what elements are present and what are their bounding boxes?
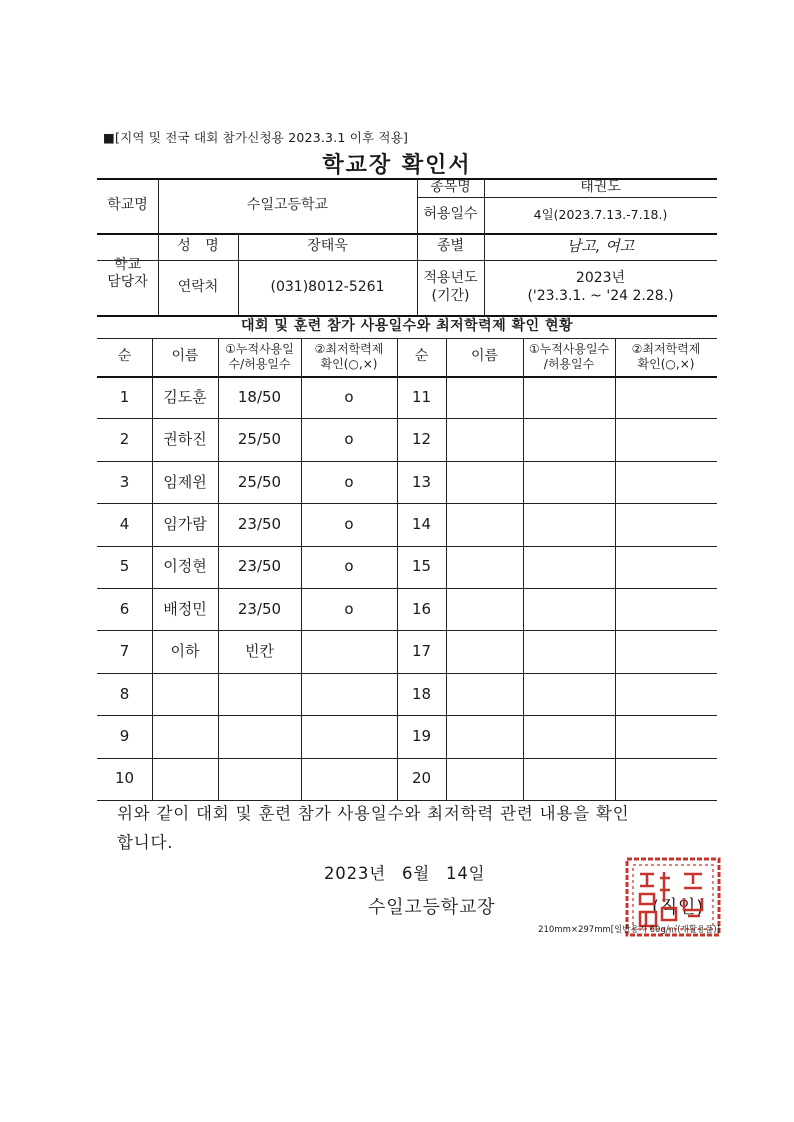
table-cell-check: o: [344, 515, 354, 533]
table-cell-check2: [615, 376, 717, 418]
col-name-right: 이름: [470, 348, 499, 365]
year-value-line2: ('23.3.1. ~ '24 2.28.): [527, 287, 674, 304]
col-days-right-line1: ①누적사용일수: [528, 342, 610, 356]
table-cell-name2: [446, 673, 523, 715]
table-cell-no2: 17: [411, 642, 432, 661]
event-value: 태권도: [580, 178, 621, 195]
table-cell-no: 9: [119, 727, 130, 745]
table-cell-no2: 12: [411, 430, 432, 449]
table-cell-name: 임가람: [163, 515, 207, 533]
table-cell-name2: [446, 461, 523, 503]
principal-title: 수일고등학교장: [368, 897, 496, 918]
table-cell-no2: 16: [411, 599, 432, 618]
table-cell-days2: [523, 418, 615, 460]
category-value: 남고, 여고: [566, 237, 635, 256]
table-cell-check: [301, 758, 397, 800]
col-check-left: [301, 338, 397, 376]
table-cell-name: [152, 673, 218, 715]
table-cell-check: o: [344, 472, 354, 491]
allowed-days-value: 4일(2023.7.13.-7.18.): [533, 207, 668, 223]
table-cell-name: 김도훈: [163, 387, 207, 406]
table-cell-no: 4: [119, 515, 130, 533]
school-label: 학교명: [107, 196, 148, 213]
issue-date: 2023년 6월 14일: [324, 864, 486, 883]
col-check-left-line1: ②최저학력제: [314, 342, 384, 356]
table-cell-days: 23/50: [237, 599, 282, 618]
table-cell-name2: [446, 503, 523, 545]
school-name: 수일고등학교: [246, 196, 329, 213]
table-cell-check: o: [344, 599, 354, 618]
table-cell-check2: [615, 630, 717, 672]
table-cell-days: 25/50: [237, 430, 282, 449]
table-cell-check2: [615, 673, 717, 715]
seal-script: [640, 872, 705, 926]
table-cell-name: [152, 758, 218, 800]
table-cell-check2: [615, 503, 717, 545]
category-label: 종별: [436, 237, 465, 254]
table-cell-no: 1: [119, 387, 130, 406]
table-cell-check2: [615, 758, 717, 800]
col-check-right-line2: 확인(○,×): [637, 357, 695, 371]
table-cell-no: 5: [119, 557, 130, 576]
table-cell-days: [218, 758, 301, 800]
table-cell-days: 23/50: [237, 557, 282, 576]
year-label-line1: 적용년도: [423, 270, 478, 286]
table-cell-name2: [446, 588, 523, 630]
year-label: [417, 260, 484, 315]
year-value-line1: 2023년: [575, 270, 626, 286]
table-cell-name: 권하진: [163, 430, 207, 449]
table-cell-no: 8: [119, 684, 130, 703]
table-cell-name: [152, 715, 218, 757]
table-cell-days: 23/50: [237, 515, 282, 533]
table-cell-no2: 11: [411, 387, 432, 406]
section-title: 대회 및 훈련 참가 사용일수와 최저학력제 확인 현황: [240, 318, 574, 335]
table-cell-days2: [523, 715, 615, 757]
table-cell-no: 10: [114, 769, 135, 788]
table-cell-days2: [523, 376, 615, 418]
table-cell-days2: [523, 461, 615, 503]
col-days-left: [218, 338, 301, 376]
confirm-line2: 합니다.: [117, 833, 174, 852]
name-label: 성 명: [177, 237, 219, 254]
allowed-days-label: 허용일수: [423, 206, 478, 223]
name-value: 장태욱: [307, 237, 348, 254]
table-cell-days2: [523, 758, 615, 800]
col-days-left-line1: ①누적사용일: [225, 342, 294, 356]
table-cell-name2: [446, 546, 523, 588]
col-name-left: 이름: [171, 348, 199, 365]
table-cell-name: 이하: [170, 642, 200, 661]
table-cell-days2: [523, 630, 615, 672]
table-cell-name: 이정현: [163, 557, 207, 576]
table-cell-name: 임제윈: [163, 472, 207, 491]
col-no-right: 순: [414, 348, 429, 365]
table-cell-no2: 20: [411, 769, 432, 788]
table-cell-no2: 13: [411, 472, 432, 491]
event-label: 종목명: [430, 178, 471, 195]
table-cell-name2: [446, 376, 523, 418]
table-cell-no2: 14: [411, 515, 432, 533]
table-cell-check: [301, 630, 397, 672]
table-cell-days2: [523, 673, 615, 715]
document-title: 학교장 확인서: [322, 153, 472, 178]
header-note: ■[지역 및 전국 대회 참가신청용 2023.3.1 이후 적용]: [103, 130, 409, 145]
col-check-right: [615, 338, 717, 376]
table-cell-check: [301, 715, 397, 757]
table-cell-check2: [615, 715, 717, 757]
table-cell-name2: [446, 418, 523, 460]
table-cell-name: 배정민: [163, 599, 207, 618]
col-days-left-line2: 수/허용일수: [228, 357, 291, 371]
confirm-line1: 위와 같이 대회 및 훈련 참가 사용일수와 최저학력 관련 내용을 확인: [117, 804, 630, 823]
table-cell-check2: [615, 546, 717, 588]
table-cell-days2: [523, 588, 615, 630]
table-cell-days2: [523, 546, 615, 588]
table-cell-check2: [615, 418, 717, 460]
paper-spec: 210mm×297mm[일반용지 60g/㎡(재활용품)]: [538, 925, 720, 935]
col-days-right: [523, 338, 615, 376]
teacher-label-line2: 담당자: [107, 274, 148, 290]
col-no-left: 순: [117, 348, 132, 365]
table-cell-check: o: [344, 387, 354, 406]
col-days-right-line2: /허용일수: [543, 357, 595, 371]
table-cell-days: [218, 715, 301, 757]
table-cell-check: o: [344, 430, 354, 449]
year-value: [484, 260, 717, 315]
col-check-right-line1: ②최저학력제: [631, 342, 701, 356]
table-cell-name2: [446, 715, 523, 757]
table-cell-check: o: [344, 557, 354, 576]
year-label-line2: (기간): [431, 287, 470, 304]
table-cell-check2: [615, 588, 717, 630]
table-cell-no: 7: [119, 642, 130, 661]
table-cell-no: 6: [119, 599, 130, 618]
table-cell-name2: [446, 630, 523, 672]
col-check-left-line2: 확인(○,×): [320, 357, 378, 371]
table-cell-days: 25/50: [237, 472, 282, 491]
contact-label: 연락처: [177, 278, 219, 295]
table-cell-no2: 19: [411, 727, 432, 745]
contact-value: (031)8012-5261: [270, 278, 385, 295]
teacher-label-line1: 학교: [113, 256, 142, 273]
table-cell-check2: [615, 461, 717, 503]
table-cell-no2: 18: [411, 684, 432, 703]
table-cell-check: [301, 673, 397, 715]
table-cell-no2: 15: [411, 557, 432, 576]
table-cell-days: [218, 673, 301, 715]
table-cell-name2: [446, 758, 523, 800]
table-cell-days2: [523, 503, 615, 545]
table-cell-no: 2: [119, 430, 130, 449]
teacher-label: [97, 233, 158, 315]
table-cell-days: 빈칸: [245, 642, 274, 661]
seal-label: (직인): [652, 897, 705, 918]
table-cell-no: 3: [119, 472, 130, 491]
table-cell-days: 18/50: [237, 387, 282, 406]
